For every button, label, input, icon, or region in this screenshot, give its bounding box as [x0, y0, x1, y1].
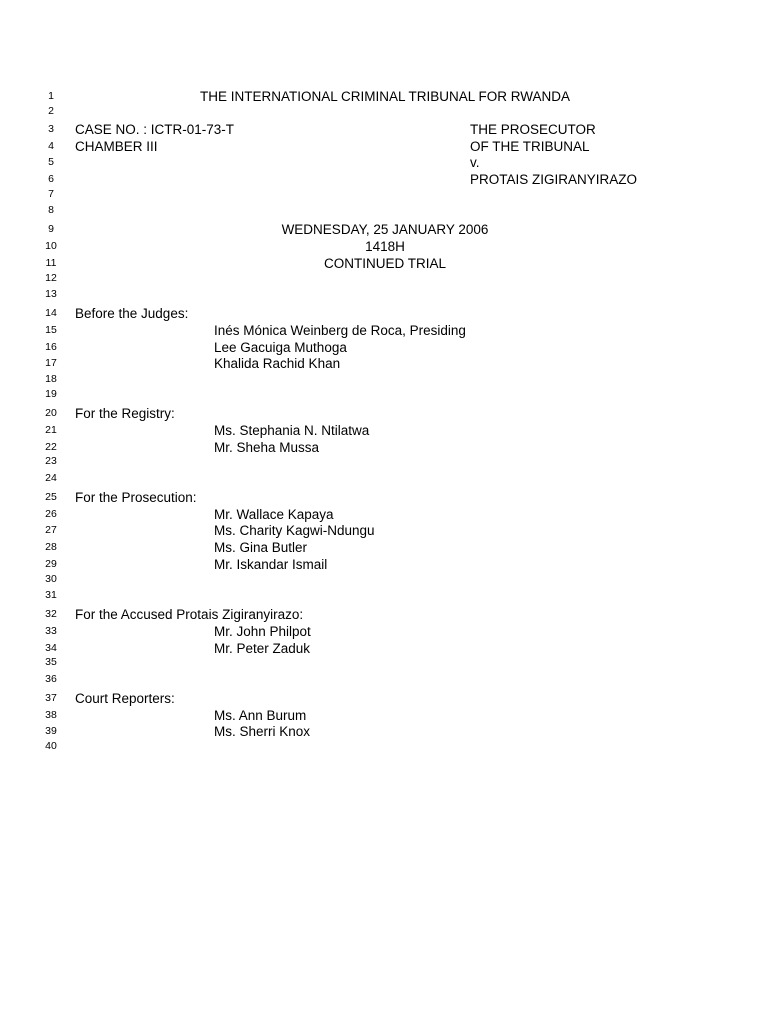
defence-label: For the Accused Protais Zigiranyirazo:: [75, 607, 304, 622]
registry-name: Ms. Stephania N. Ntilatwa: [214, 423, 370, 438]
transcript-line: [0, 138, 770, 155]
session-date: WEDNESDAY, 25 JANUARY 2006: [281, 222, 489, 237]
line-number: 37: [45, 692, 57, 704]
line-number: 34: [45, 642, 57, 654]
line-number: 7: [48, 188, 54, 200]
line-number: 31: [45, 589, 57, 601]
transcript-line: [0, 305, 770, 322]
line-number: 17: [45, 357, 57, 369]
case-number: CASE NO. : ICTR-01-73-T: [75, 122, 235, 137]
transcript-line: [0, 202, 770, 219]
tribunal-title: THE INTERNATIONAL CRIMINAL TRIBUNAL FOR RWANDA: [199, 89, 571, 104]
transcript-line: [0, 339, 770, 356]
accused-name: PROTAIS ZIGIRANYIRAZO: [470, 172, 638, 187]
transcript-line: [0, 587, 770, 604]
session-time: 1418H: [365, 239, 405, 254]
line-number: 4: [48, 140, 54, 152]
transcript-line: [0, 606, 770, 623]
line-number: 3: [48, 123, 54, 135]
transcript-line: [0, 489, 770, 506]
transcript-line: [0, 238, 770, 255]
defence-name: Mr. Peter Zaduk: [214, 641, 311, 656]
line-number: 13: [45, 288, 57, 300]
transcript-line: [0, 355, 770, 372]
prosecutor-label: THE PROSECUTOR: [470, 122, 596, 137]
transcript-line: [0, 522, 770, 539]
transcript-line: [0, 506, 770, 523]
line-number: 30: [45, 573, 57, 585]
transcript-line: [0, 671, 770, 688]
prosecution-name: Ms. Charity Kagwi-Ndungu: [214, 523, 375, 538]
prosecution-label: For the Prosecution:: [75, 490, 197, 505]
line-number: 24: [45, 472, 57, 484]
line-number: 19: [45, 388, 57, 400]
line-number: 38: [45, 709, 57, 721]
transcript-line: [0, 103, 770, 120]
transcript-line: [0, 571, 770, 588]
line-number: 39: [45, 725, 57, 737]
transcript-line: [0, 405, 770, 422]
transcript-line: [0, 623, 770, 640]
transcript-line: [0, 286, 770, 303]
reporter-name: Ms. Sherri Knox: [214, 724, 311, 739]
line-number: 21: [45, 424, 57, 436]
prosecution-name: Ms. Gina Butler: [214, 540, 308, 555]
line-number: 18: [45, 373, 57, 385]
line-number: 32: [45, 608, 57, 620]
session-status: CONTINUED TRIAL: [323, 256, 446, 271]
transcript-line: [0, 154, 770, 171]
transcript-line: [0, 386, 770, 403]
registry-name: Mr. Sheha Mussa: [214, 440, 320, 455]
line-number: 11: [45, 257, 57, 269]
prosecution-name: Mr. Iskandar Ismail: [214, 557, 328, 572]
line-number: 1: [48, 90, 54, 102]
prosecution-name: Mr. Wallace Kapaya: [214, 507, 334, 522]
line-number: 15: [45, 324, 57, 336]
defence-name: Mr. John Philpot: [214, 624, 311, 639]
transcript-line: [0, 470, 770, 487]
line-number: 2: [48, 105, 54, 117]
reporter-name: Ms. Ann Burum: [214, 708, 307, 723]
versus-label: v.: [470, 155, 480, 170]
line-number: 23: [45, 455, 57, 467]
transcript-line: [0, 186, 770, 203]
chamber: CHAMBER III: [75, 139, 158, 154]
transcript-line: [0, 539, 770, 556]
judge-name: Lee Gacuiga Muthoga: [214, 340, 347, 355]
line-number: 16: [45, 341, 57, 353]
line-number: 40: [45, 740, 57, 752]
line-number: 27: [45, 524, 57, 536]
line-number: 8: [48, 204, 54, 216]
registry-label: For the Registry:: [75, 406, 175, 421]
line-number: 36: [45, 673, 57, 685]
line-number: 5: [48, 156, 54, 168]
of-tribunal-label: OF THE TRIBUNAL: [470, 139, 590, 154]
line-number: 14: [45, 307, 57, 319]
transcript-line: [0, 322, 770, 339]
line-number: 22: [45, 441, 57, 453]
judge-name: Khalida Rachid Khan: [214, 356, 341, 371]
line-number: 6: [48, 173, 54, 185]
transcript-line: [0, 654, 770, 671]
line-number: 9: [48, 223, 54, 235]
transcript-line: [0, 690, 770, 707]
judge-name: Inés Mónica Weinberg de Roca, Presiding: [214, 323, 466, 338]
line-number: 28: [45, 541, 57, 553]
line-number: 10: [45, 240, 57, 252]
line-number: 25: [45, 491, 57, 503]
reporters-label: Court Reporters:: [75, 691, 175, 706]
line-number: 33: [45, 625, 57, 637]
line-number: 12: [45, 272, 57, 284]
transcript-line: [0, 707, 770, 724]
line-number: 29: [45, 558, 57, 570]
transcript-line: [0, 453, 770, 470]
line-number: 35: [45, 656, 57, 668]
transcript-line: [0, 738, 770, 755]
line-number: 20: [45, 407, 57, 419]
transcript-line: [0, 422, 770, 439]
line-number: 26: [45, 508, 57, 520]
judges-label: Before the Judges:: [75, 306, 189, 321]
transcript-line: [0, 121, 770, 138]
transcript-line: [0, 221, 770, 238]
transcript-line: [0, 270, 770, 287]
